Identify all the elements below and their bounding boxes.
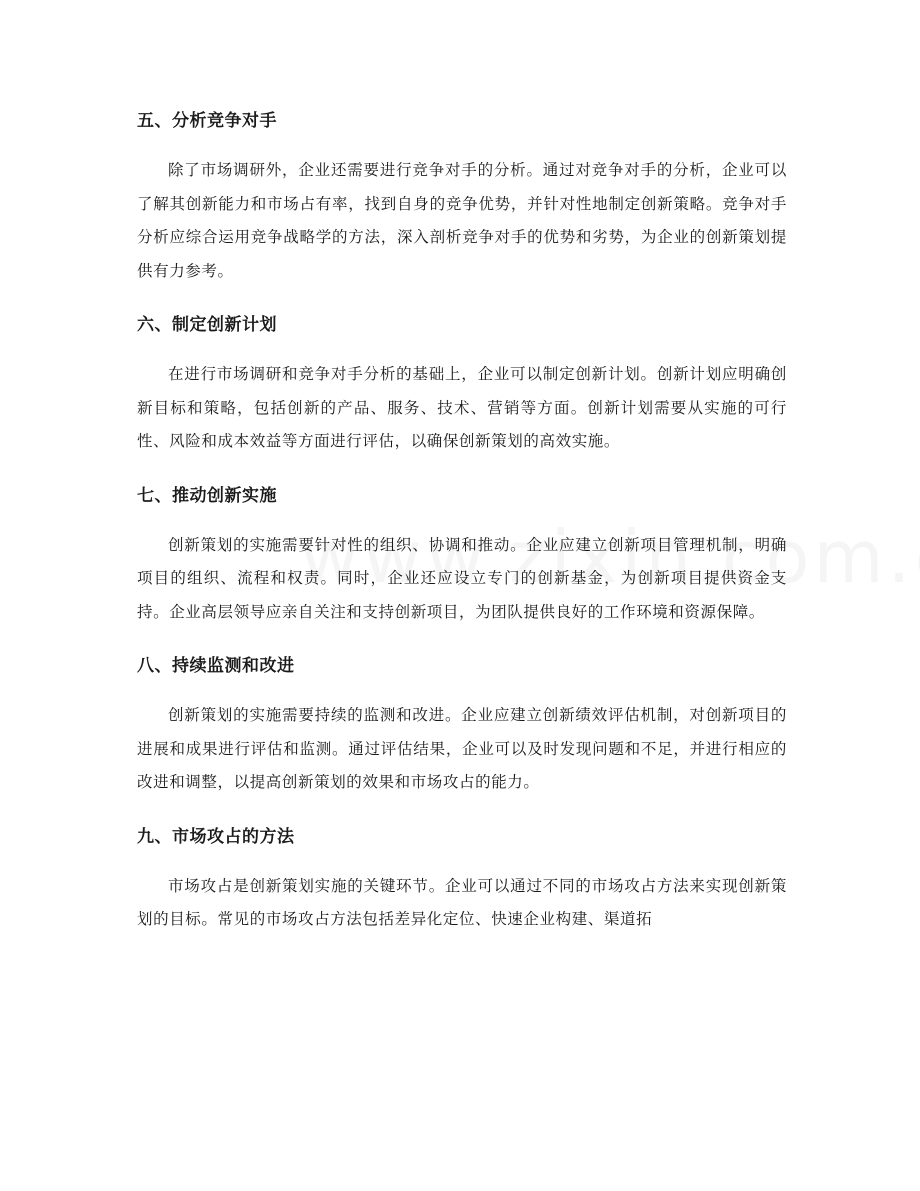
section-paragraph: 市场攻占是创新策划实施的关键环节。企业可以通过不同的市场攻占方法来实现创新策划的目标。常见的市场攻占方法包括差异化定位、快速企业构建、渠道拓 [137, 876, 787, 928]
section-innovation-plan [137, 305, 787, 459]
section-title: 七、推动创新实施 [137, 485, 277, 506]
section-promote-implementation [137, 476, 787, 630]
section-paragraph: 除了市场调研外，企业还需要进行竞争对手的分析。通过对竞争对手的分析，企业可以了解其创新能力和市场占有率，找到自身的竞争优势，并针对性地制定创新策略。竞争对手分析应综合运用竞争战略学的方法，深入剖析竞争对手的优势和劣势，为企业的创新策划提供有力参考。 [137, 161, 787, 280]
section-paragraph: 创新策划的实施需要持续的监测和改进。企业应建立创新绩效评估机制，对创新项目的进展和成果进行评估和监测。通过评估结果，企业可以及时发现问题和不足，并进行相应的改进和调整，以提高创新策划的效果和市场攻占的能力。 [137, 706, 787, 791]
section-title: 五、分析竞争对手 [137, 111, 277, 131]
section-monitor-improve [137, 646, 787, 800]
section-paragraph: 在进行市场调研和竞争对手分析的基础上，企业可以制定创新计划。创新计划应明确创新目标和策略，包括创新的产品、服务、技术、营销等方面。创新计划需要从实施的可行性、风险和成本效益等方面进行评估，以确保创新策划的高效实施。 [137, 365, 787, 450]
section-title: 九、市场攻占的方法 [137, 826, 295, 847]
section-title: 六、制定创新计划 [137, 315, 277, 335]
section-paragraph: 创新策划的实施需要针对性的组织、协调和推动。企业应建立创新项目管理机制，明确项目的组织、流程和权责。同时，企业还应设立专门的创新基金，为创新项目提供资金支持。企业高层领导应亲自关注和支持创新项目，为团队提供良好的工作环境和资源保障。 [137, 535, 787, 621]
section-market-methods [137, 817, 787, 937]
section-analyze-competitors [137, 101, 787, 288]
section-title: 八、持续监测和改进 [137, 656, 295, 676]
document-content [137, 101, 787, 954]
